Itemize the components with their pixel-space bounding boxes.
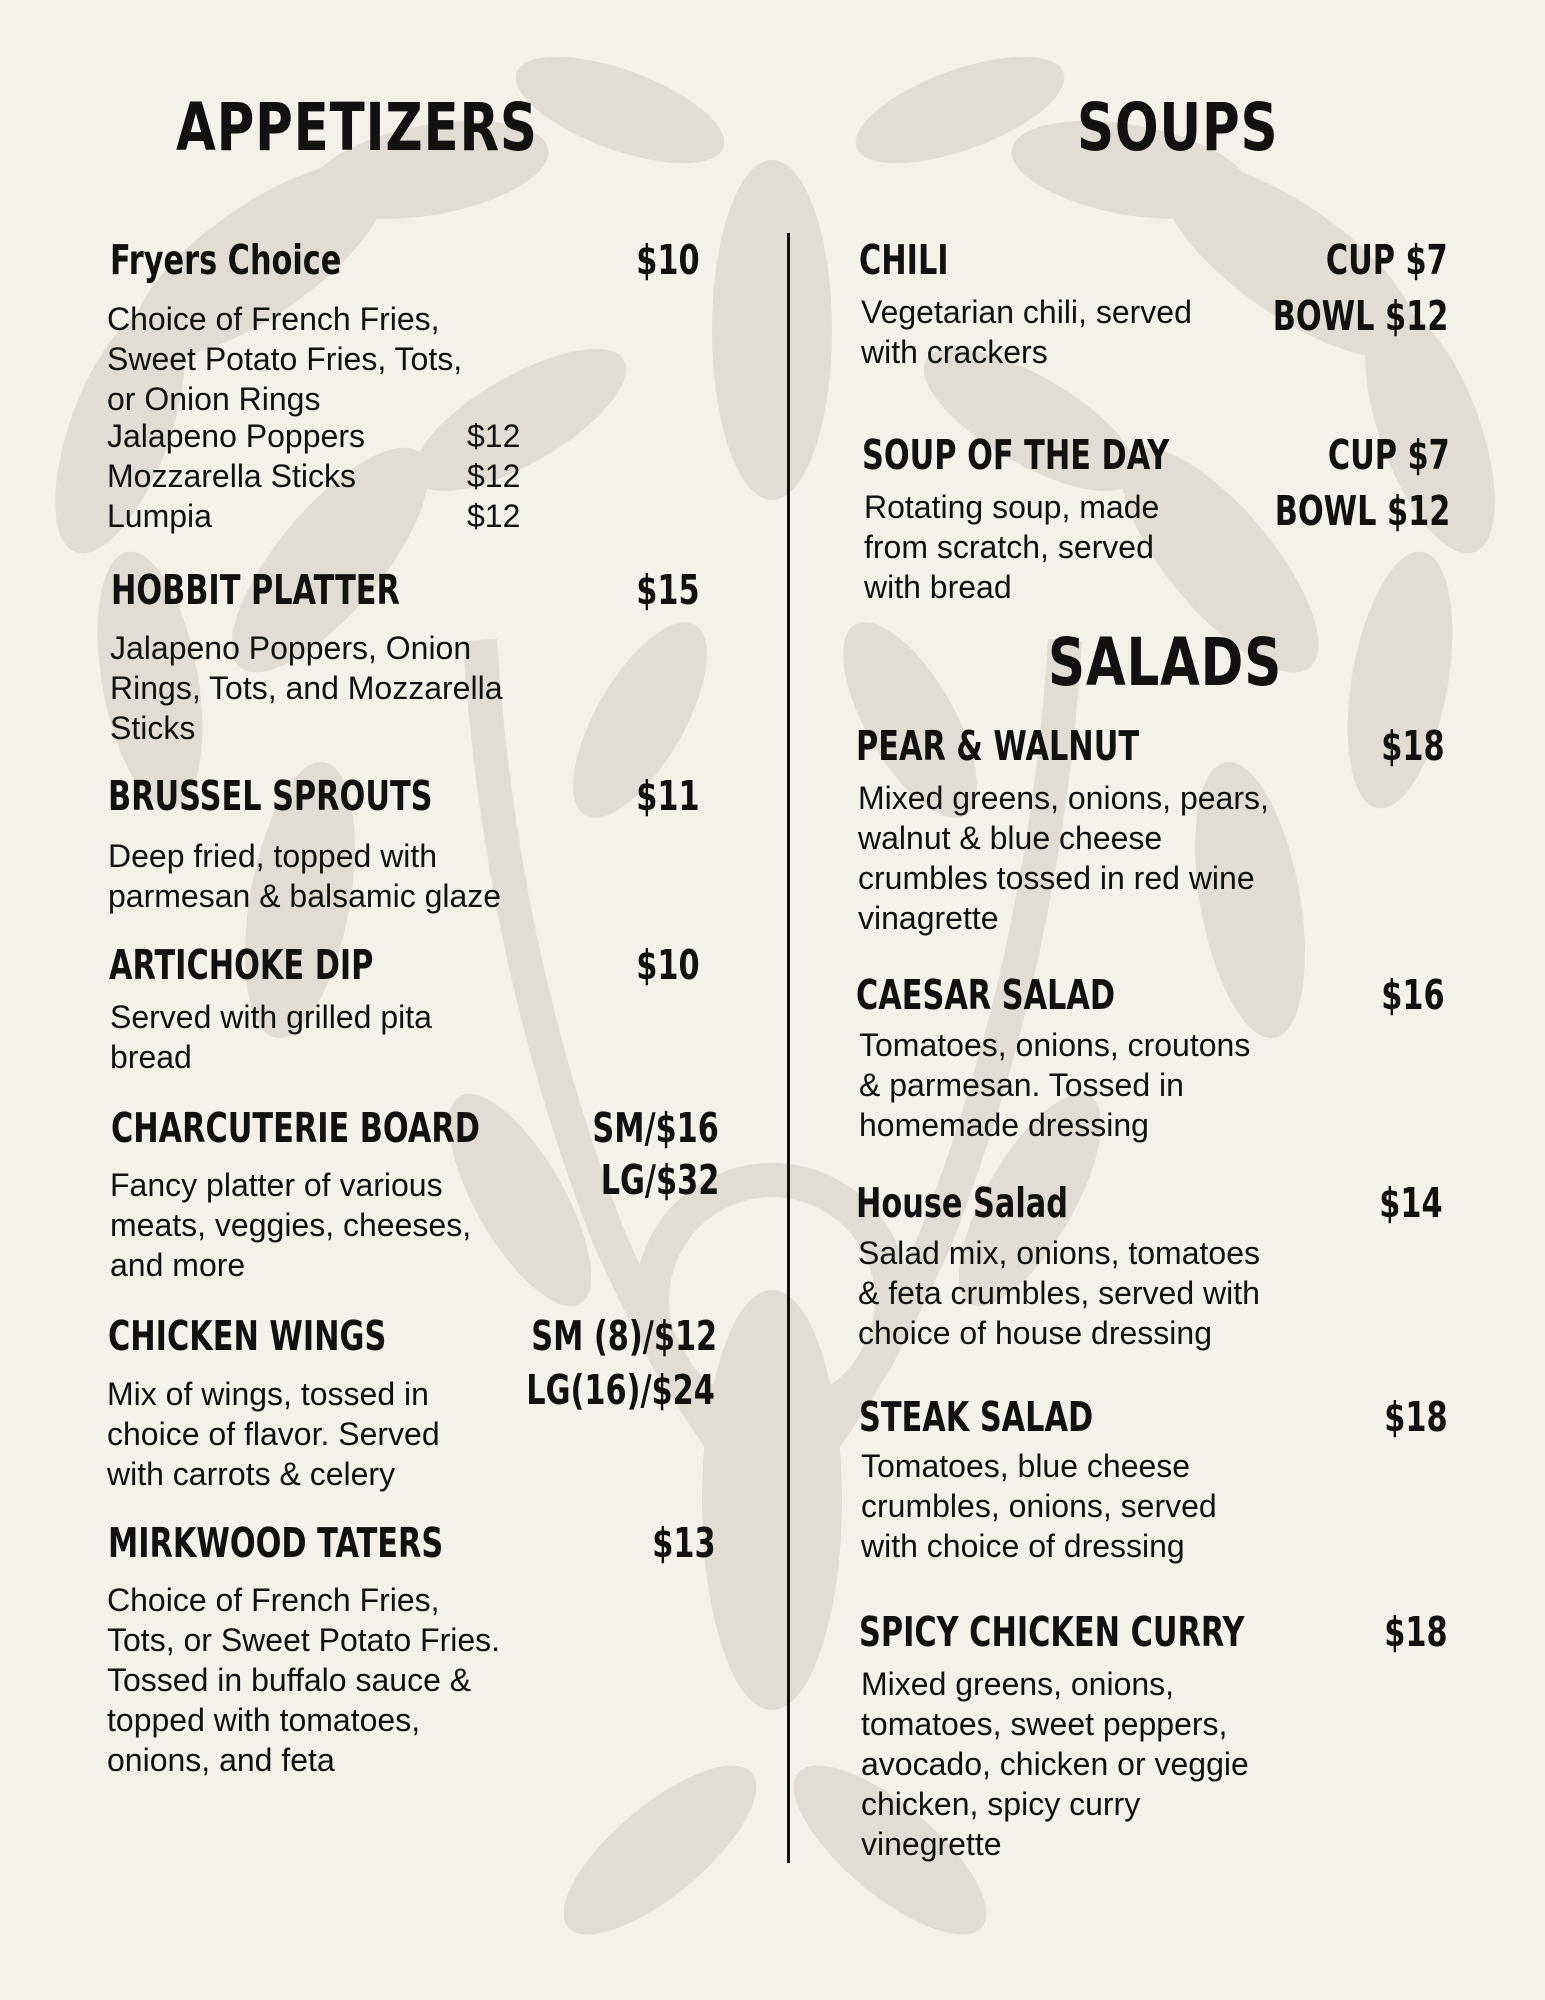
menu-item-description: Mixed greens, onions, pears, walnut & blue cheese crumbles tossed in red wine vinagrette	[858, 780, 1269, 936]
menu-item-price-large: LG/$32	[600, 1156, 719, 1204]
menu-item-name: ARTICHOKE DIP	[109, 941, 374, 989]
menu-item-name: CHICKEN WINGS	[108, 1312, 387, 1360]
menu-item-price: $10	[636, 941, 700, 989]
menu-item-price: $10	[636, 236, 700, 284]
menu-item-description: Mix of wings, tossed in choice of flavor. Served with carrots & celery	[107, 1376, 440, 1492]
sub-item-price: $12	[467, 498, 521, 534]
column-divider	[787, 233, 790, 1863]
menu-item-description: Deep fried, topped with parmesan & balsamic glaze	[108, 838, 502, 914]
menu-item-name: CHARCUTERIE BOARD	[111, 1104, 480, 1152]
menu-item-price: $14	[1379, 1179, 1443, 1227]
menu-item-name: CAESAR SALAD	[856, 971, 1116, 1019]
sub-item-price: $12	[467, 458, 521, 494]
sub-item-row	[107, 496, 520, 536]
menu-item-price-bowl: BOWL $12	[1272, 292, 1448, 340]
menu-item-name: BRUSSEL SPROUTS	[108, 772, 433, 820]
menu-item-price: $18	[1384, 1393, 1448, 1441]
menu-item-name: STEAK SALAD	[859, 1393, 1094, 1441]
menu-item-price: $16	[1381, 971, 1445, 1019]
menu-item-description: Choice of French Fries, Sweet Potato Fries, Tots, or Onion Rings	[107, 301, 463, 417]
sub-item-price: $12	[467, 418, 521, 454]
menu-item-name: SPICY CHICKEN CURRY	[859, 1608, 1245, 1656]
menu-item-price-small: SM/$16	[592, 1104, 719, 1152]
menu-item-description: Jalapeno Poppers, Onion Rings, Tots, and Mozzarella Sticks	[110, 630, 503, 746]
menu-item-price-cup: CUP $7	[1326, 236, 1448, 284]
sub-item-row	[107, 416, 520, 456]
menu-item-name: SOUP OF THE DAY	[862, 431, 1170, 479]
menu-item-description: Rotating soup, made from scratch, served with bread	[864, 489, 1160, 605]
menu-item-name: PEAR & WALNUT	[856, 722, 1140, 770]
menu-item-description: Choice of French Fries, Tots, or Sweet Potato Fries. Tossed in buffalo sauce & topped with tomatoes, onions, and feta	[107, 1582, 501, 1778]
sub-item-name: Mozzarella Sticks	[107, 458, 356, 494]
menu-item-name: CHILI	[859, 236, 949, 284]
sub-item-name: Lumpia	[107, 498, 212, 534]
menu-item-description: Mixed greens, onions, tomatoes, sweet peppers, avocado, chicken or veggie chicken, spicy curry vinegrette	[861, 1666, 1249, 1862]
menu-item-description: Vegetarian chili, served with crackers	[861, 294, 1192, 370]
menu-item-name: Fryers Choice	[110, 236, 342, 284]
menu-item-description: Tomatoes, blue cheese crumbles, onions, served with choice of dressing	[861, 1448, 1217, 1564]
menu-item-price-small: SM (8)/$12	[531, 1312, 717, 1360]
menu-item-price: $15	[636, 566, 700, 614]
menu-item-name: House Salad	[856, 1179, 1068, 1227]
menu-item-description: Served with grilled pita bread	[110, 999, 432, 1075]
menu-item-name: HOBBIT PLATTER	[111, 566, 400, 614]
menu-item-description: Fancy platter of various meats, veggies, cheeses, and more	[110, 1167, 472, 1283]
salads-heading: SALADS	[1048, 624, 1283, 701]
appetizers-heading: APPETIZERS	[176, 89, 538, 166]
menu-item-price-cup: CUP $7	[1328, 431, 1450, 479]
menu-item-price: $13	[652, 1519, 716, 1567]
sub-item-row	[107, 456, 520, 496]
menu-item-description: Tomatoes, onions, croutons & parmesan. Tossed in homemade dressing	[859, 1027, 1251, 1143]
menu-item-description: Salad mix, onions, tomatoes & feta crumbles, served with choice of house dressing	[858, 1235, 1260, 1351]
menu-item-price: $18	[1384, 1608, 1448, 1656]
menu-item-price: $11	[636, 772, 700, 820]
soups-heading: SOUPS	[1077, 89, 1279, 166]
menu-item-price-large: LG(16)/$24	[526, 1366, 715, 1414]
menu-item-price-bowl: BOWL $12	[1274, 487, 1450, 535]
menu-item-name: MIRKWOOD TATERS	[108, 1519, 444, 1567]
sub-item-name: Jalapeno Poppers	[107, 418, 365, 454]
menu-item-price: $18	[1381, 722, 1445, 770]
fryers-sub-items	[107, 416, 520, 536]
